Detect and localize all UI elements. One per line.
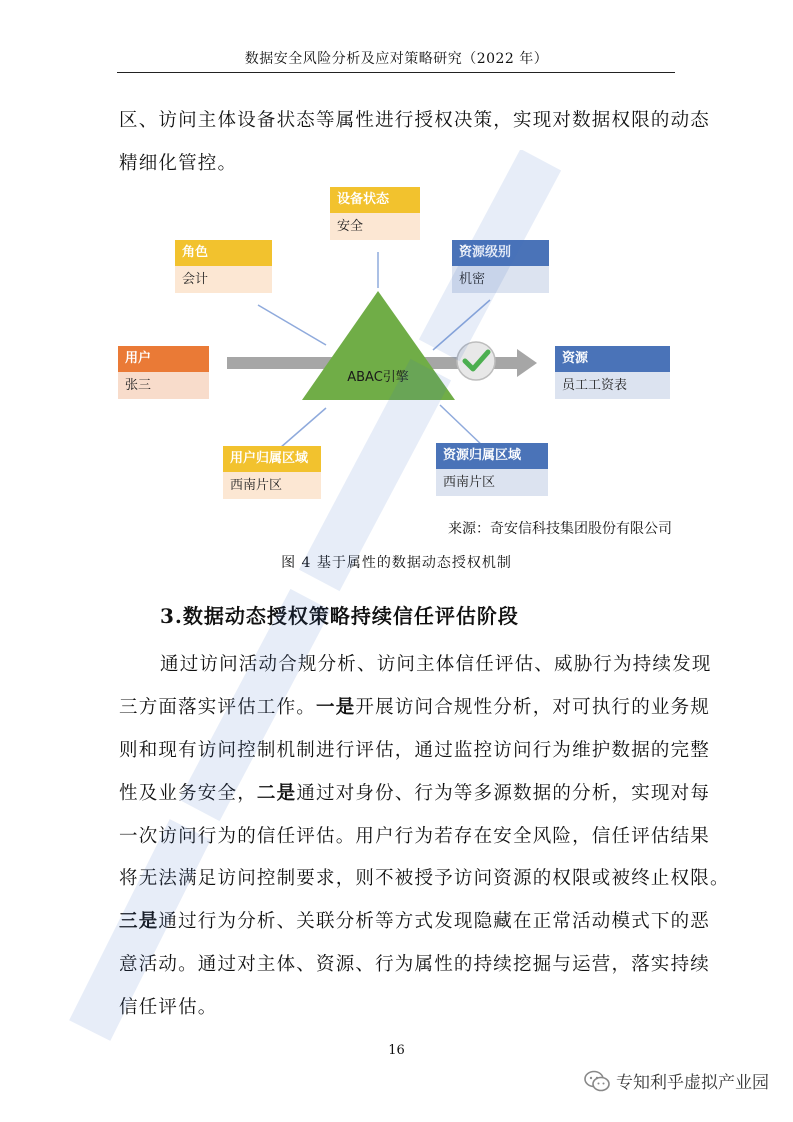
abac-engine-label: ABAC引擎 <box>347 370 409 385</box>
flow-arrow-head <box>517 349 537 377</box>
emphasis-text: 三是 <box>119 911 159 932</box>
text-run: 性及业务安全， <box>119 783 257 804</box>
user-region-label: 用户归属区域 <box>223 446 321 472</box>
paragraph-line <box>119 779 710 805</box>
emphasis-text: 一是 <box>316 697 356 718</box>
text-run: 三方面落实评估工作。 <box>119 697 317 718</box>
paragraph-line: 信任评估。 <box>119 997 218 1018</box>
paragraph-line: 一次访问行为的信任评估。用户行为若存在安全风险，信任评估结果 <box>119 826 711 847</box>
resource-region-value: 西南片区 <box>436 469 548 496</box>
paragraph-line: 精细化管控。 <box>119 153 238 174</box>
user-box <box>118 346 209 399</box>
wechat-badge[interactable] <box>584 1068 769 1093</box>
resource-level-box <box>452 240 549 293</box>
user-region-box <box>223 446 321 499</box>
page-number: 16 <box>388 1043 405 1058</box>
connector-line <box>280 408 326 448</box>
figure-caption: 图 4 基于属性的数据动态授权机制 <box>281 555 512 571</box>
paragraph-line: 通过访问活动合规分析、访问主体信任评估、威胁行为持续发现 <box>160 654 712 675</box>
resource-level-value: 机密 <box>452 266 549 293</box>
running-header: 数据安全风险分析及应对策略研究（2022 年） <box>244 51 549 67</box>
paragraph-line: 将无法满足访问控制要求，则不被授予访问资源的权限或被终止权限。 <box>119 868 730 889</box>
connector-line <box>440 405 485 448</box>
wechat-icon <box>584 1070 610 1092</box>
resource-region-label: 资源归属区域 <box>436 443 548 469</box>
role-value: 会计 <box>175 266 272 293</box>
resource-region-box <box>436 443 548 496</box>
resource-box <box>555 346 670 399</box>
text-run: 开展访问合规性分析，对可执行的业务规 <box>355 697 711 718</box>
figure-source: 来源：奇安信科技集团股份有限公司 <box>448 521 672 537</box>
wechat-account-name: 专知利乎虚拟产业园 <box>616 1073 769 1093</box>
paragraph-line <box>119 693 710 719</box>
resource-value: 员工工资表 <box>555 372 670 399</box>
user-region-value: 西南片区 <box>223 472 321 499</box>
device-state-box <box>330 187 420 240</box>
paragraph-line: 区、访问主体设备状态等属性进行授权决策，实现对数据权限的动态 <box>119 110 711 131</box>
device-state-label: 设备状态 <box>330 187 420 213</box>
paragraph-line: 意活动。通过对主体、资源、行为属性的持续挖掘与运营，落实持续 <box>119 954 711 975</box>
paragraph-line: 则和现有访问控制机制进行评估，通过监控访问行为维护数据的完整 <box>119 740 711 761</box>
device-state-value: 安全 <box>330 213 420 240</box>
resource-level-label: 资源级别 <box>452 240 549 266</box>
paragraph-line <box>119 907 710 933</box>
text-run: 通过行为分析、关联分析等方式发现隐藏在正常活动模式下的恶 <box>158 911 711 932</box>
text-run: 通过对身份、行为等多源数据的分析，实现对每 <box>296 783 711 804</box>
user-value: 张三 <box>118 372 209 399</box>
emphasis-text: 二是 <box>256 783 297 804</box>
role-label: 角色 <box>175 240 272 266</box>
resource-label: 资源 <box>555 346 670 372</box>
role-box <box>175 240 272 293</box>
connector-line <box>258 305 326 345</box>
section-heading: 3.数据动态授权策略持续信任评估阶段 <box>160 604 519 628</box>
user-label: 用户 <box>118 346 209 372</box>
